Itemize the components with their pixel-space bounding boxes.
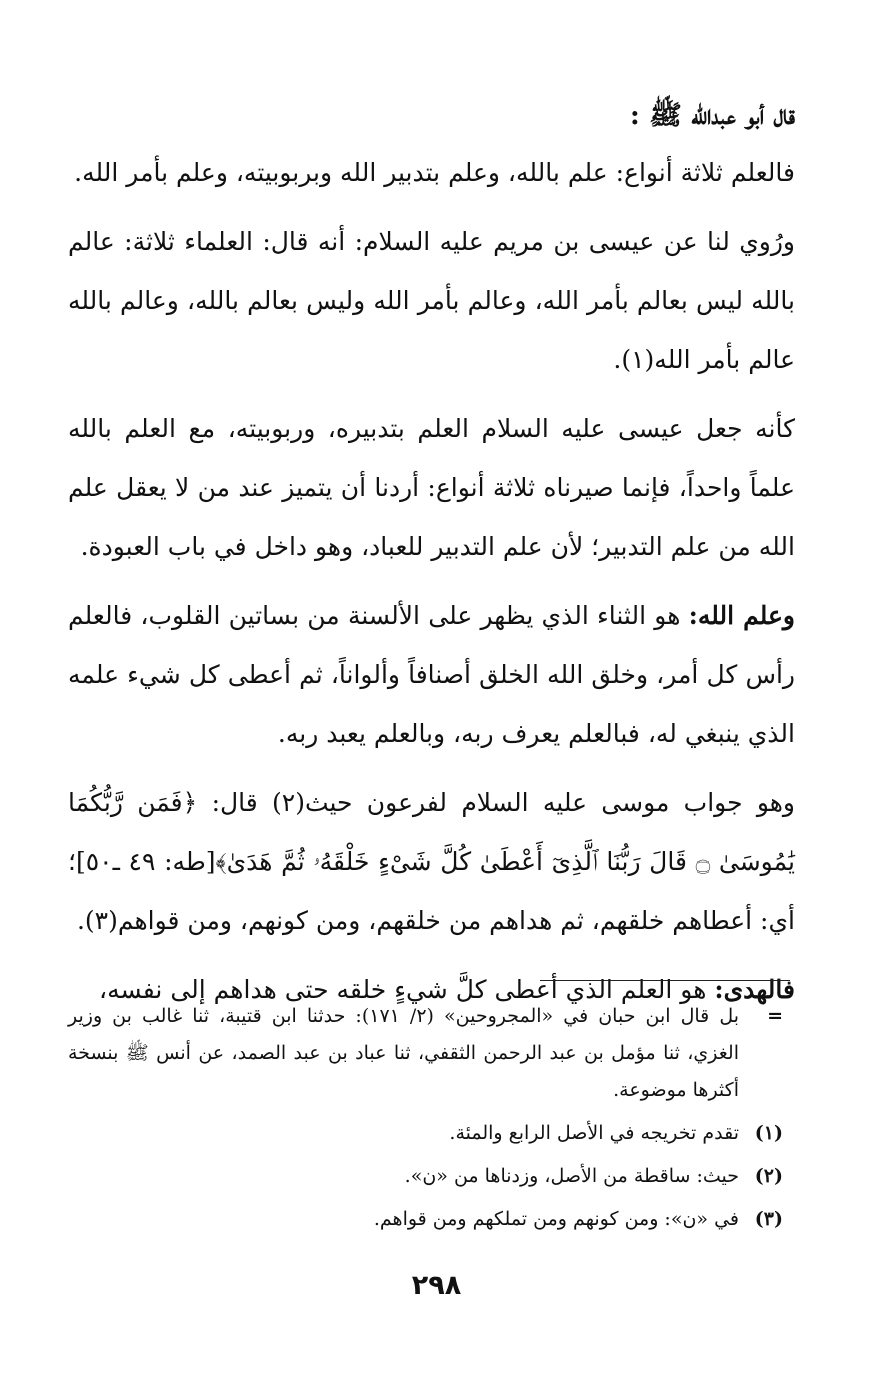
paragraph: [68, 143, 795, 202]
paragraph-text: كأنه جعل عيسى عليه السلام العلم بتدبيره، وربوبيته، مع العلم بالله علماً واحداً، فإنما صيرناه ثلاثة أنواع: أردنا أن يتميز عند من لا يعقل علم الله من علم التدبير؛ لأن علم التدبير للعباد، وهو داخل في باب العبودة.: [68, 413, 795, 561]
footnote: [68, 1115, 783, 1152]
footnote-marker: (١): [754, 1122, 783, 1144]
paragraph-text: فالعلم ثلاثة أنواع: علم بالله، وعلم بتدبير الله وبربوبيته، وعلم بأمر الله.: [74, 157, 795, 187]
page-body: [68, 96, 795, 1029]
paragraph: [68, 212, 795, 389]
page-number: ٢٩٨: [411, 1270, 462, 1301]
footnote-text: في «ن»: ومن كونهم ومن تملكهم ومن قواهم.: [373, 1208, 739, 1230]
section-heading: قال أبو عبدالله ﷺ :: [629, 100, 795, 131]
footnote-text: بل قال ابن حبان في «المجروحين» (٢/ ١٧١): حدثنا ابن قتيبة، ثنا غالب بن وزير الغزي، ثنا مؤمل بن عبد الرحمن الثقفي، ثنا عباد بن عبد الصمد، عن أنس ﷺ بنسخة أكثرها موضوعة.: [68, 1005, 739, 1101]
footnote: [68, 1158, 783, 1195]
paragraph-lead: وعلم الله:: [688, 600, 795, 630]
paragraph-with-verse: [68, 773, 795, 950]
paragraph-lead: فالهدى:: [714, 974, 795, 1004]
footnote: [68, 998, 783, 1109]
footnote-marker: (٢): [754, 1165, 783, 1187]
paragraph-text: وهو جواب موسى عليه السلام لفرعون حيث(٢) قال: ﴿فَمَن رَّبُّكُمَا يَٰمُوسَىٰ ۝ قَالَ رَبُّنَا ٱلَّذِىٓ أَعْطَىٰ كُلَّ شَىْءٍ خَلْقَهُۥ ثُمَّ هَدَىٰ﴾[طه: ٤٩ ـ٥٠]؛ أي: أعطاهم خلقهم، ثم هداهم من خلقهم، ومن كونهم، ومن قواهم(٣).: [68, 787, 795, 935]
paragraph: [68, 586, 795, 763]
paragraph-text: ورُوي لنا عن عيسى بن مريم عليه السلام: أنه قال: العلماء ثلاثة: عالم بالله ليس بعالم بأمر الله، وعالم بأمر الله وليس بعالم بالله، وعالم بالله عالم بأمر الله(١).: [68, 226, 795, 374]
footnote-marker: (٣): [754, 1208, 783, 1230]
paragraph-text: هو الثناء الذي يظهر على الألسنة من بساتين القلوب، فالعلم رأس كل أمر، وخلق الله الخلق أصنافاً وألواناً، ثم أعطى كل شيء علمه الذي ينبغي له، فبالعلم يعرف ربه، وبالعلم يعبد ربه.: [68, 600, 795, 748]
paragraph: [68, 399, 795, 576]
footnote-marker: =: [767, 1005, 783, 1027]
footnote-text: تقدم تخريجه في الأصل الرابع والمئة.: [449, 1122, 739, 1144]
paragraph-text: هو العلم الذي أعطى كلَّ شيءٍ خلقه حتى هداهم إلى نفسه،: [99, 974, 715, 1004]
footnote: [68, 1201, 783, 1238]
footnotes: [68, 998, 783, 1244]
footnote-separator: [540, 980, 790, 981]
footnote-text: حيث: ساقطة من الأصل، وزدناها من «ن».: [404, 1165, 739, 1187]
